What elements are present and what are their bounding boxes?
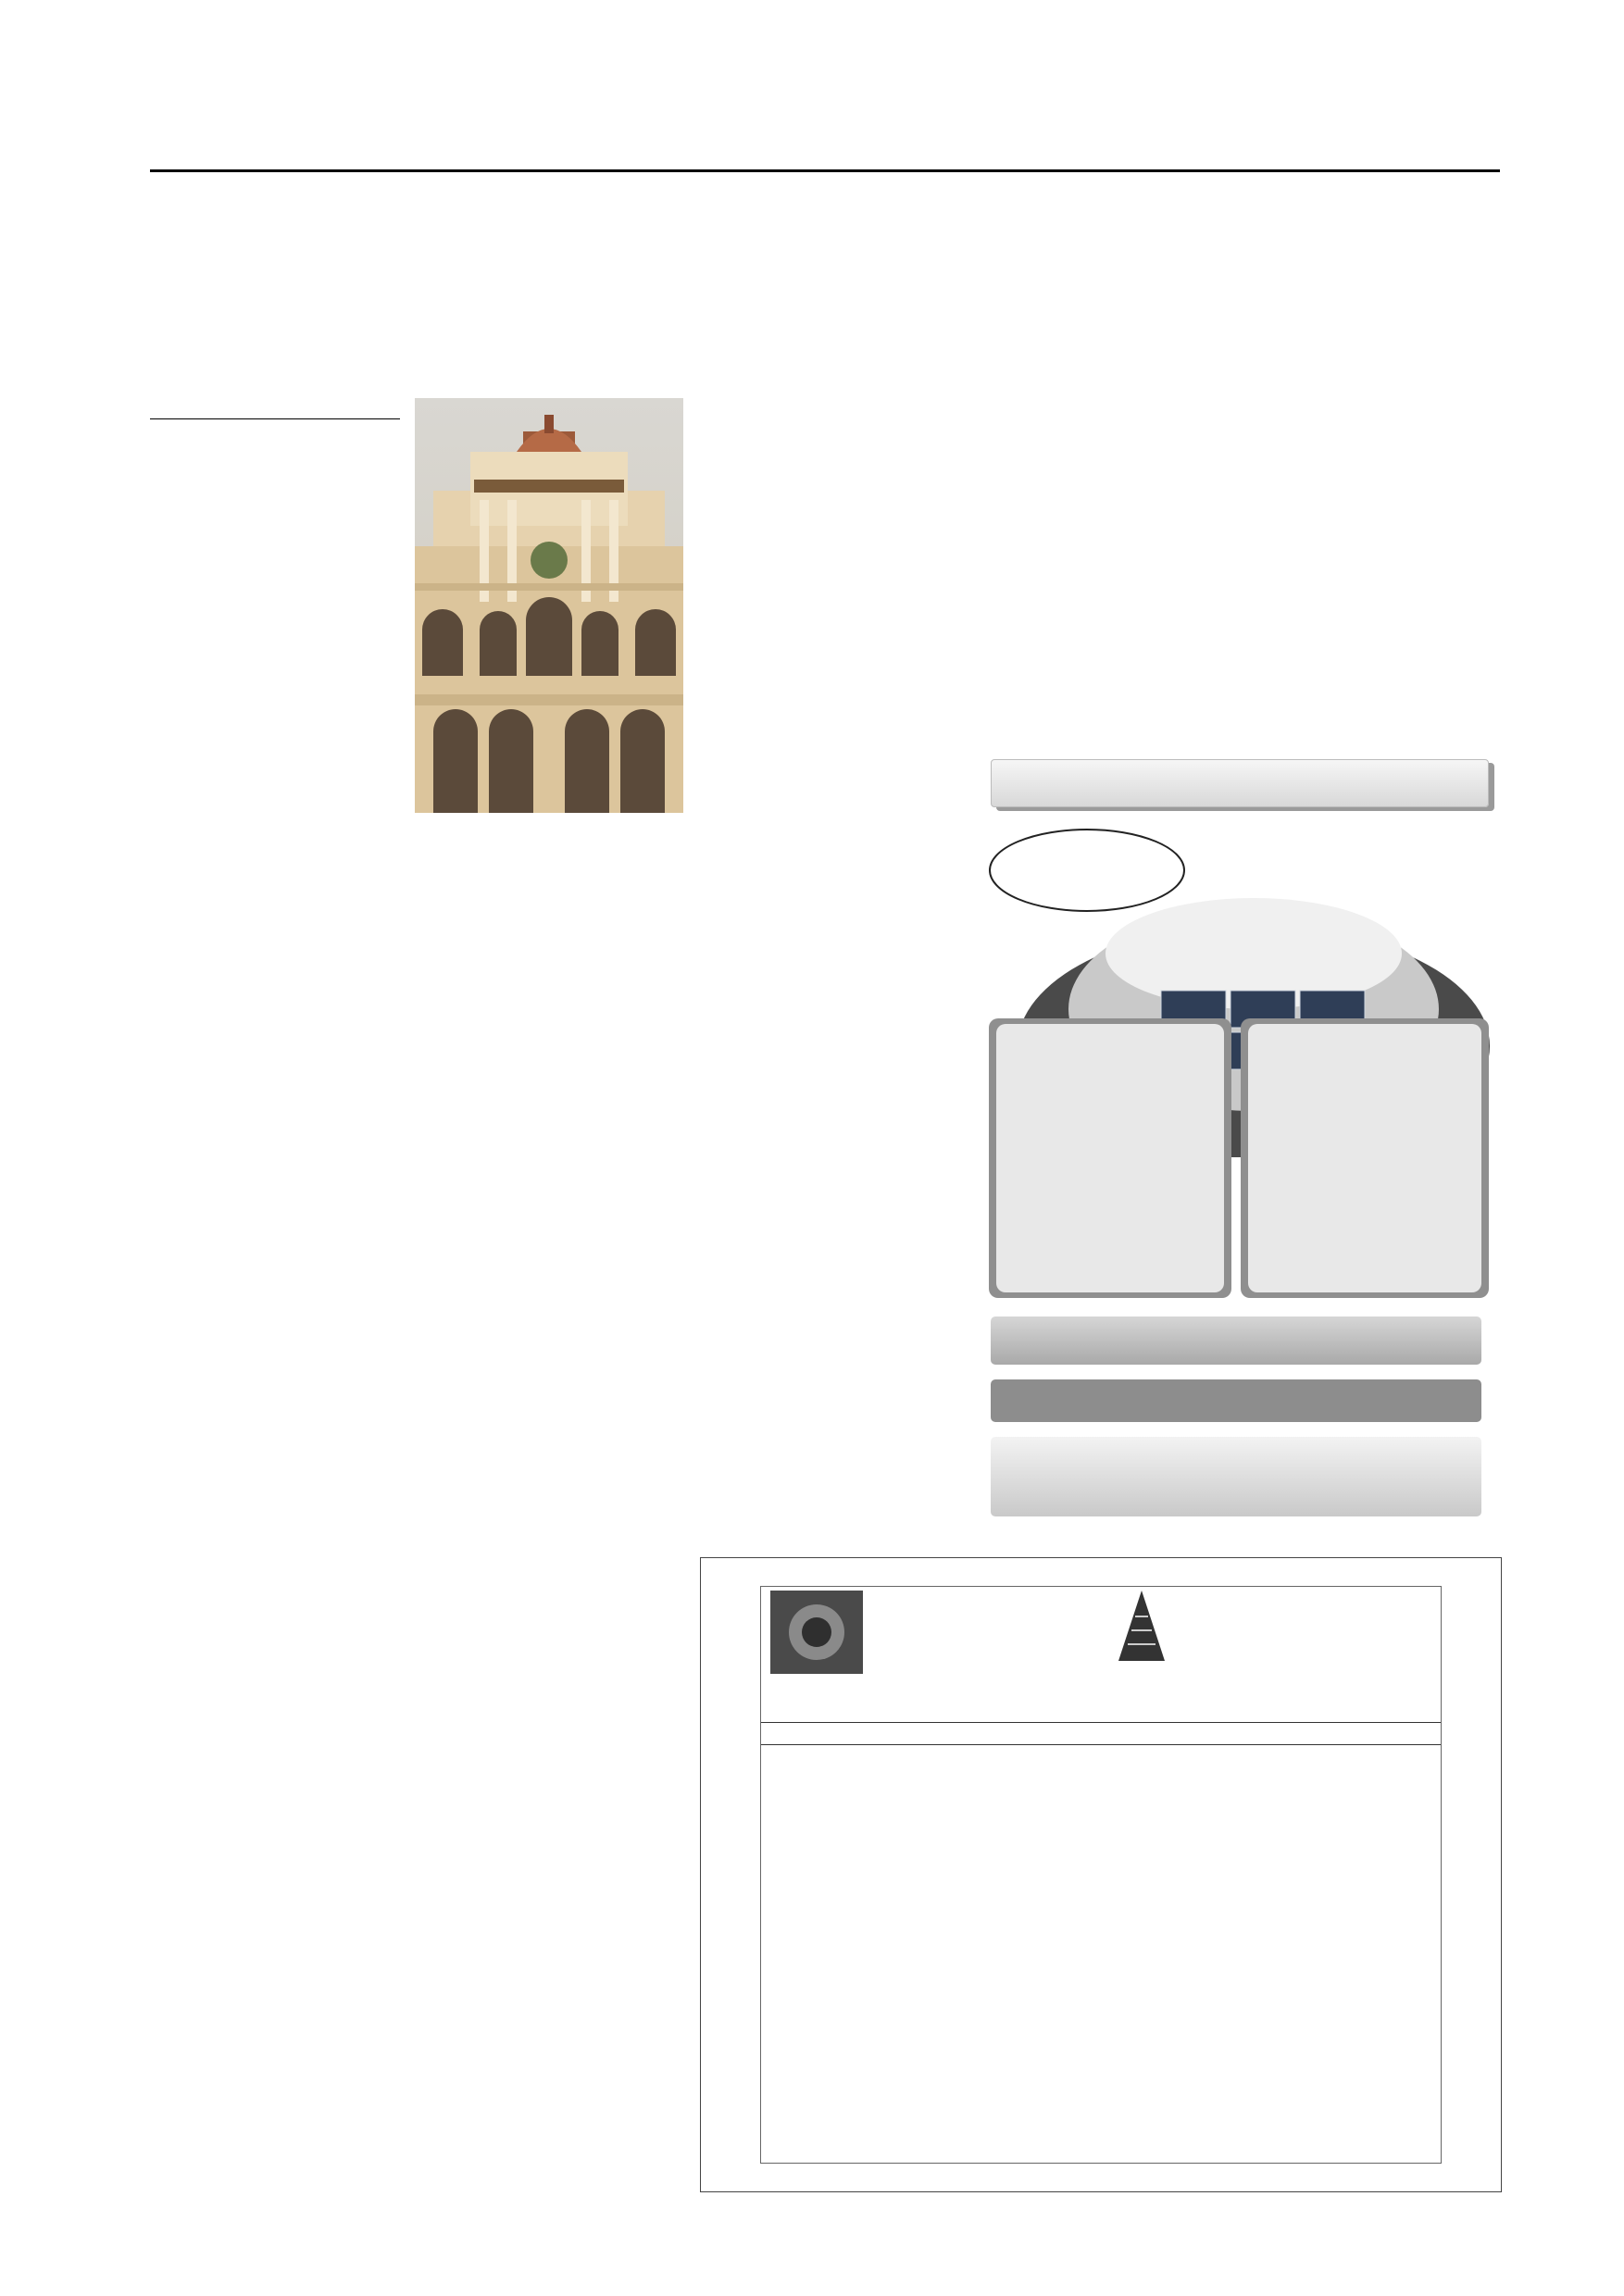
features-right-inner [1248, 1024, 1481, 1292]
byline-rule [150, 418, 400, 419]
hospital-building-illustration [415, 398, 683, 813]
contact-banner [991, 1437, 1481, 1516]
tagline-banner [991, 1379, 1481, 1422]
header-rule [150, 169, 1500, 172]
ad-top-banner [991, 759, 1489, 807]
temple-notice-advertisement [700, 1557, 1502, 2192]
hospital-photo [415, 398, 683, 813]
temple-tower-icon [1109, 1589, 1174, 1663]
temple-deity-image [770, 1591, 863, 1674]
features-left-inner [996, 1024, 1224, 1292]
mnre-partner-banner [991, 1316, 1481, 1365]
solar-advertisement [976, 750, 1500, 1539]
temple-notice-inner [760, 1586, 1442, 2164]
divider-2 [761, 1744, 1441, 1745]
divider-1 [761, 1722, 1441, 1723]
